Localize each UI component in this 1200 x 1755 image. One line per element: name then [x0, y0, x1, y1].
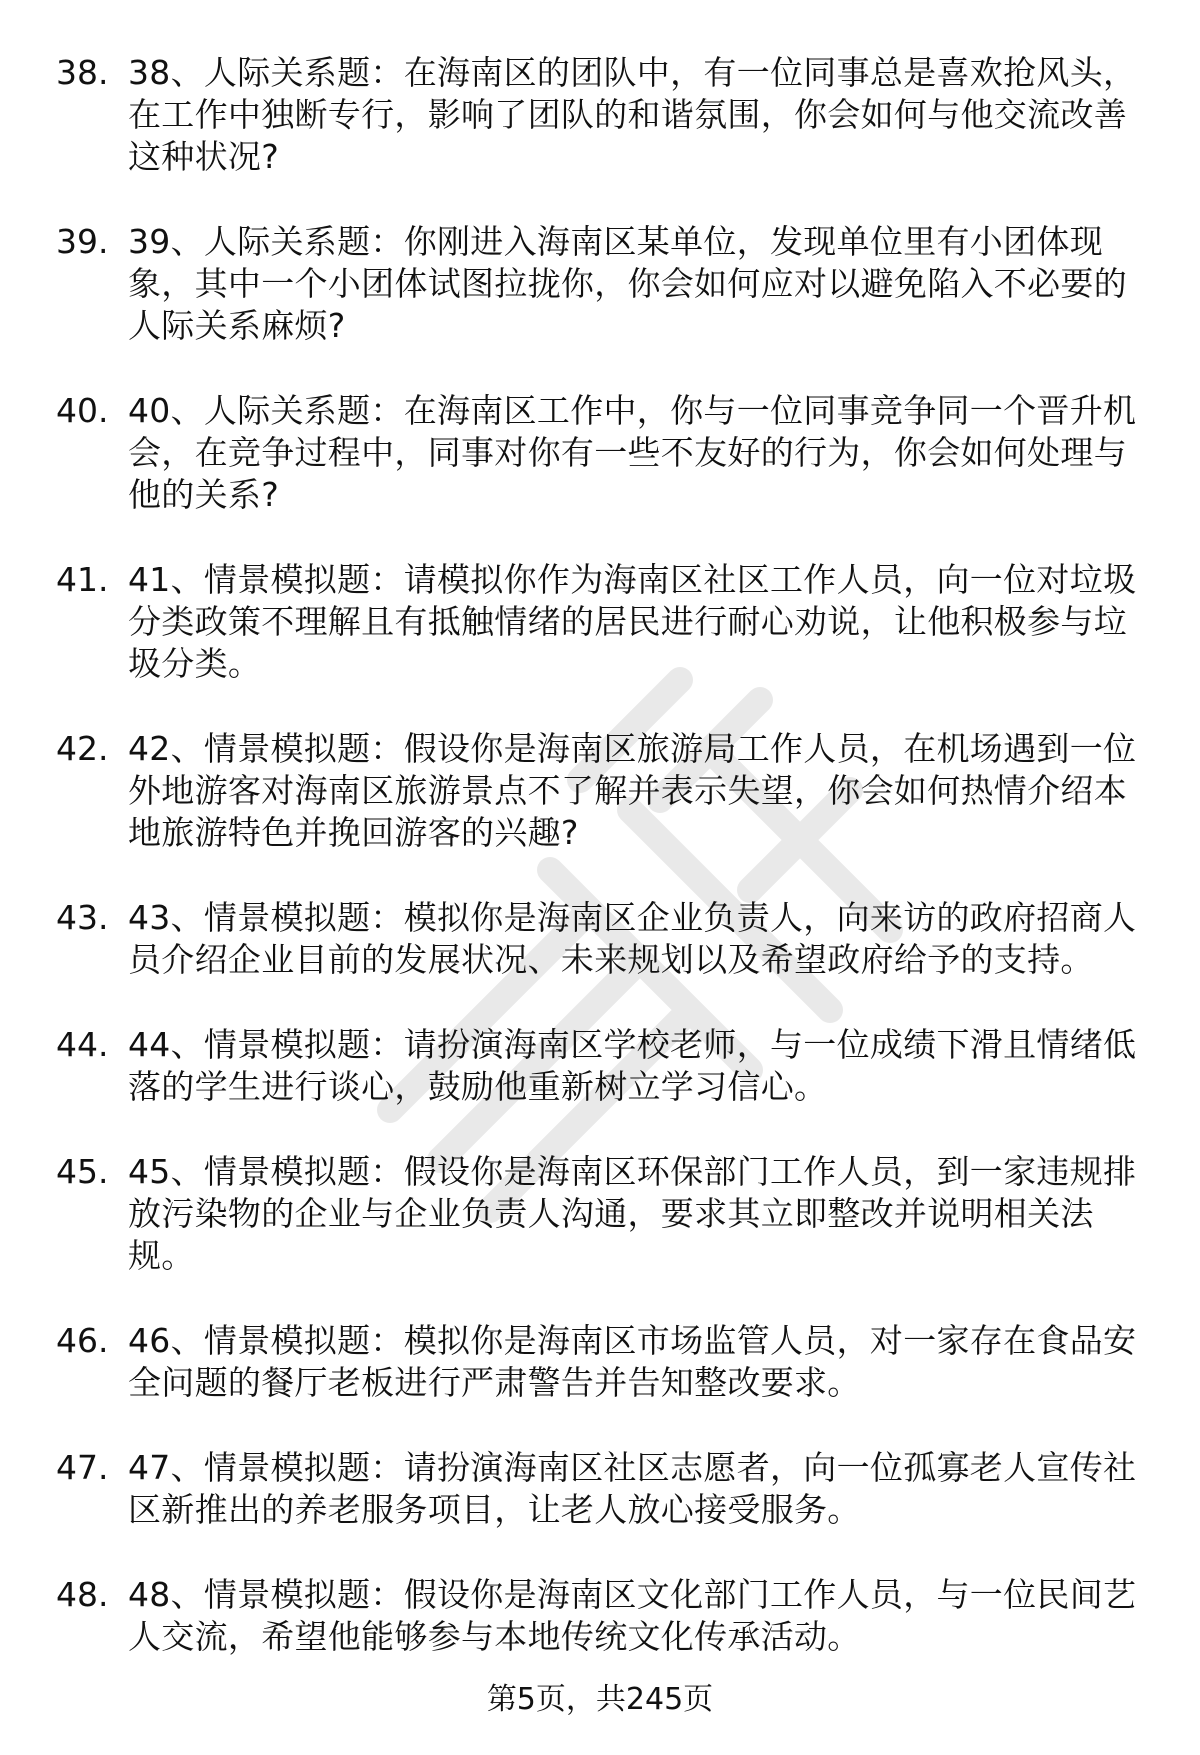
question-item	[56, 1574, 1146, 1658]
question-number: 48.	[56, 1575, 109, 1614]
question-item	[56, 390, 1146, 516]
question-item	[56, 221, 1146, 347]
question-text: 41、情景模拟题：请模拟你作为海南区社区工作人员，向一位对垃圾分类政策不理解且有抵触情绪的居民进行耐心劝说，让他积极参与垃圾分类。	[128, 560, 1137, 683]
page-footer: 第5页，共245页	[486, 1682, 714, 1717]
question-item	[56, 897, 1146, 981]
question-text: 40、人际关系题：在海南区工作中，你与一位同事竞争同一个晋升机会，在竞争过程中，同事对你有一些不友好的行为，你会如何处理与他的关系?	[128, 391, 1137, 514]
question-item	[56, 52, 1146, 178]
question-number: 43.	[56, 898, 109, 937]
question-number: 39.	[56, 222, 109, 261]
question-number: 40.	[56, 391, 109, 430]
question-number: 41.	[56, 560, 109, 599]
question-text: 42、情景模拟题：假设你是海南区旅游局工作人员，在机场遇到一位外地游客对海南区旅游景点不了解并表示失望，你会如何热情介绍本地旅游特色并挽回游客的兴趣?	[128, 729, 1137, 852]
question-text: 46、情景模拟题：模拟你是海南区市场监管人员，对一家存在食品安全问题的餐厅老板进行严肃警告并告知整改要求。	[128, 1321, 1137, 1402]
question-text: 44、情景模拟题：请扮演海南区学校老师，与一位成绩下滑且情绪低落的学生进行谈心，鼓励他重新树立学习信心。	[128, 1025, 1137, 1106]
question-item	[56, 728, 1146, 854]
question-item	[56, 1320, 1146, 1404]
question-text: 39、人际关系题：你刚进入海南区某单位，发现单位里有小团体现象，其中一个小团体试图拉拢你，你会如何应对以避免陷入不必要的人际关系麻烦?	[128, 222, 1127, 345]
question-text: 45、情景模拟题：假设你是海南区环保部门工作人员，到一家违规排放污染物的企业与企业负责人沟通，要求其立即整改并说明相关法规。	[128, 1152, 1137, 1275]
question-number: 46.	[56, 1321, 109, 1360]
question-text: 48、情景模拟题：假设你是海南区文化部门工作人员，与一位民间艺人交流，希望他能够参与本地传统文化传承活动。	[128, 1575, 1137, 1656]
question-item	[56, 1024, 1146, 1108]
question-item	[56, 1151, 1146, 1277]
question-text: 43、情景模拟题：模拟你是海南区企业负责人，向来访的政府招商人员介绍企业目前的发展状况、未来规划以及希望政府给予的支持。	[128, 898, 1137, 979]
question-number: 44.	[56, 1025, 109, 1064]
question-number: 38.	[56, 53, 109, 92]
question-item	[56, 559, 1146, 685]
question-list	[56, 52, 1146, 1701]
question-number: 47.	[56, 1448, 109, 1487]
question-item	[56, 1447, 1146, 1531]
question-text: 47、情景模拟题：请扮演海南区社区志愿者，向一位孤寡老人宣传社区新推出的养老服务项目，让老人放心接受服务。	[128, 1448, 1137, 1529]
question-number: 45.	[56, 1152, 109, 1191]
question-number: 42.	[56, 729, 109, 768]
question-text: 38、人际关系题：在海南区的团队中，有一位同事总是喜欢抢风头，在工作中独断专行，影响了团队的和谐氛围，你会如何与他交流改善这种状况?	[128, 53, 1137, 176]
